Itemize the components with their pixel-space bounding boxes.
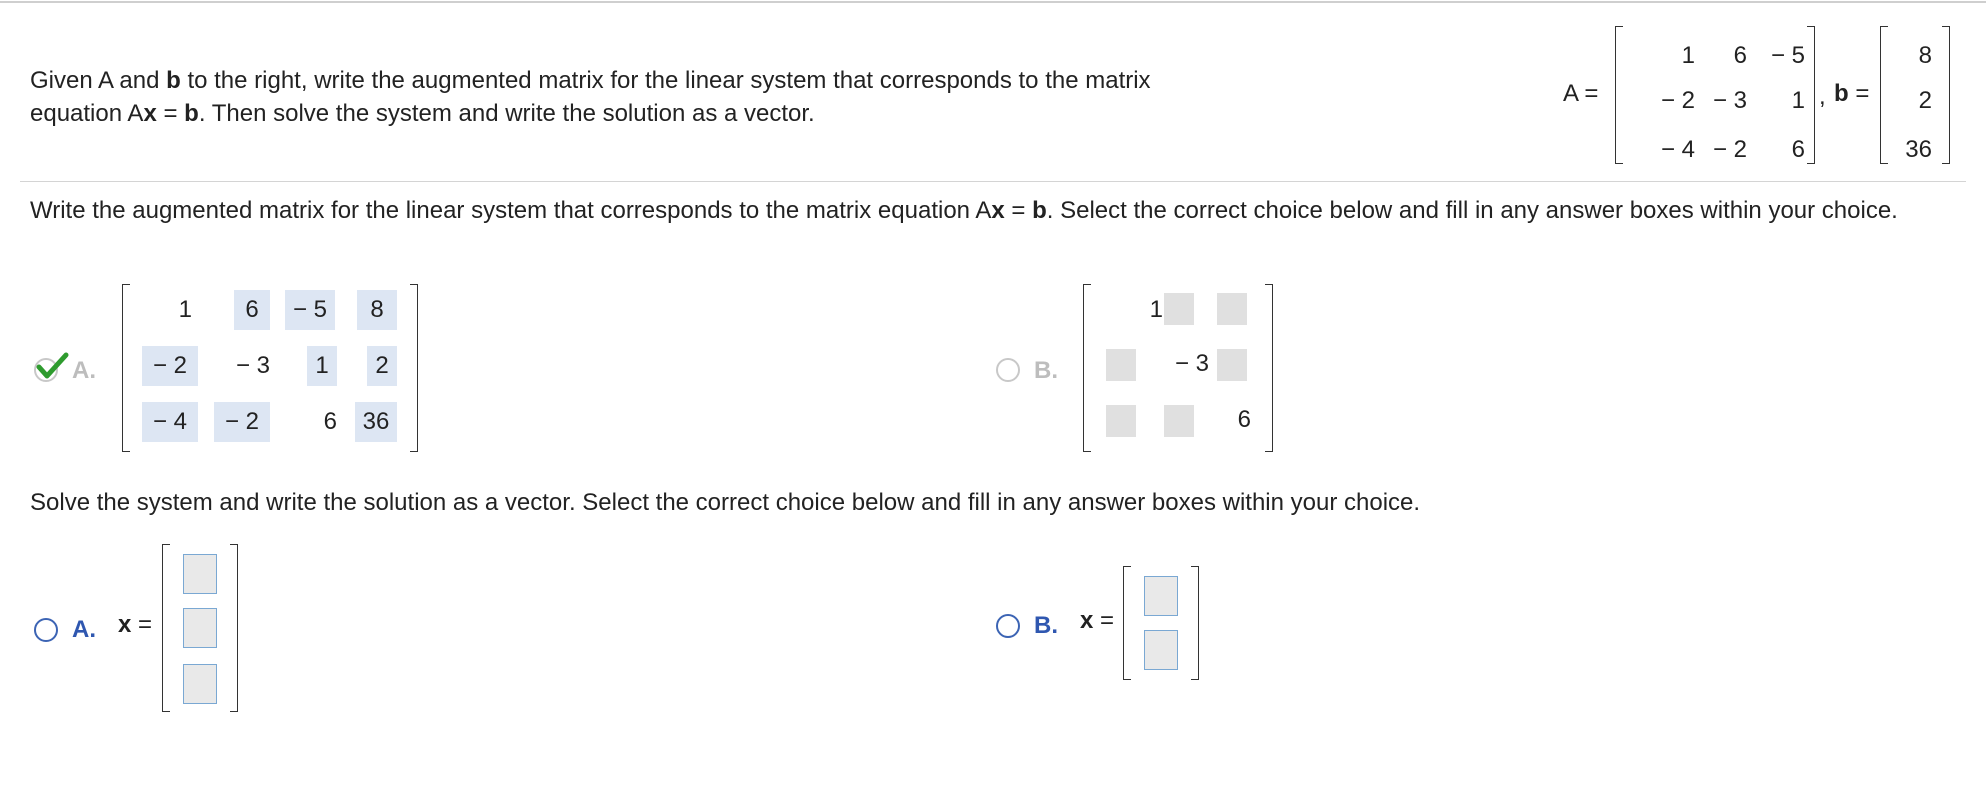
question-2-prompt: Solve the system and write the solution as a vector. Select the correct choice below and fill in any answer boxes within your choice. [30,489,1421,516]
matrix-a [1615,26,1815,164]
matrix-a-cell: − 2 [1660,87,1695,114]
augmented-cell: − 5 [285,290,335,330]
q1-choice-a-matrix [122,284,418,452]
matrix-a-cell: − 2 [1712,136,1747,163]
q1-choice-b-radio[interactable] [996,358,1020,382]
matrix-a-cell: − 3 [1712,87,1747,114]
x1-input[interactable] [1144,576,1178,616]
q2-choice-a-x-label: x = [118,611,153,638]
answer-box[interactable] [1163,292,1195,326]
q1-choice-b-letter[interactable]: B. [1034,357,1058,384]
vector-b-cell: 8 [1918,42,1932,69]
matrix-a-cell: 6 [1733,42,1747,69]
augmented-cell: 1 [307,346,337,386]
q2-choice-b-letter[interactable]: B. [1034,612,1058,639]
augmented-cell: − 2 [214,402,270,442]
vector-b [1880,26,1950,164]
diagonal-cell: − 3 [1174,350,1209,377]
augmented-cell: 8 [357,290,397,330]
vector-b-cell: 36 [1905,136,1932,163]
augmented-cell: 1 [178,296,192,323]
answer-box[interactable] [1105,404,1137,438]
section-divider [20,181,1966,182]
q2-choice-a-vector [162,544,238,712]
matrix-a-label: A = [1563,80,1599,107]
matrix-a-cell: 1 [1681,42,1695,69]
answer-box[interactable] [1163,404,1195,438]
problem-statement: Given A and b to the right, write the augmented matrix for the linear system that corresponds to the matrix equation Ax = b. Then solve the system and write the solution as a vector. [30,67,1151,127]
answer-box[interactable] [1105,348,1137,382]
q1-choice-b-matrix [1083,284,1273,452]
matrix-a-cell: 1 [1791,87,1805,114]
answer-box[interactable] [1216,292,1248,326]
q2-choice-a-letter[interactable]: A. [72,616,96,643]
matrix-a-cell: − 5 [1770,42,1805,69]
augmented-cell: 6 [323,408,337,435]
question-1-prompt: Write the augmented matrix for the linear system that corresponds to the matrix equation Ax = b. Select the correct choice below and fill in any answer boxes within your choice. [30,197,1898,224]
x2-input[interactable] [183,608,217,648]
x2-input[interactable] [1144,630,1178,670]
top-border [0,1,1986,3]
augmented-cell: 36 [355,402,397,442]
checkmark-icon [36,352,70,380]
matrix-comma: , [1819,83,1826,110]
vector-b-label: b = [1834,80,1870,107]
matrix-a-cell: − 4 [1660,136,1695,163]
diagonal-cell: 1 [1149,296,1163,323]
answer-box[interactable] [1216,348,1248,382]
diagonal-cell: 6 [1237,406,1251,433]
augmented-cell: − 4 [142,402,198,442]
q2-choice-b-vector [1123,566,1199,680]
augmented-cell: 6 [234,290,270,330]
x1-input[interactable] [183,554,217,594]
q2-choice-b-x-label: x = [1080,607,1115,634]
augmented-cell: 2 [367,346,397,386]
x3-input[interactable] [183,664,217,704]
q1-choice-a-letter[interactable]: A. [72,357,96,384]
q2-choice-b-radio[interactable] [996,614,1020,638]
matrix-a-cell: 6 [1791,136,1805,163]
q2-choice-a-radio[interactable] [34,618,58,642]
augmented-cell: − 3 [235,352,270,379]
vector-b-cell: 2 [1918,87,1932,114]
augmented-cell: − 2 [142,346,198,386]
